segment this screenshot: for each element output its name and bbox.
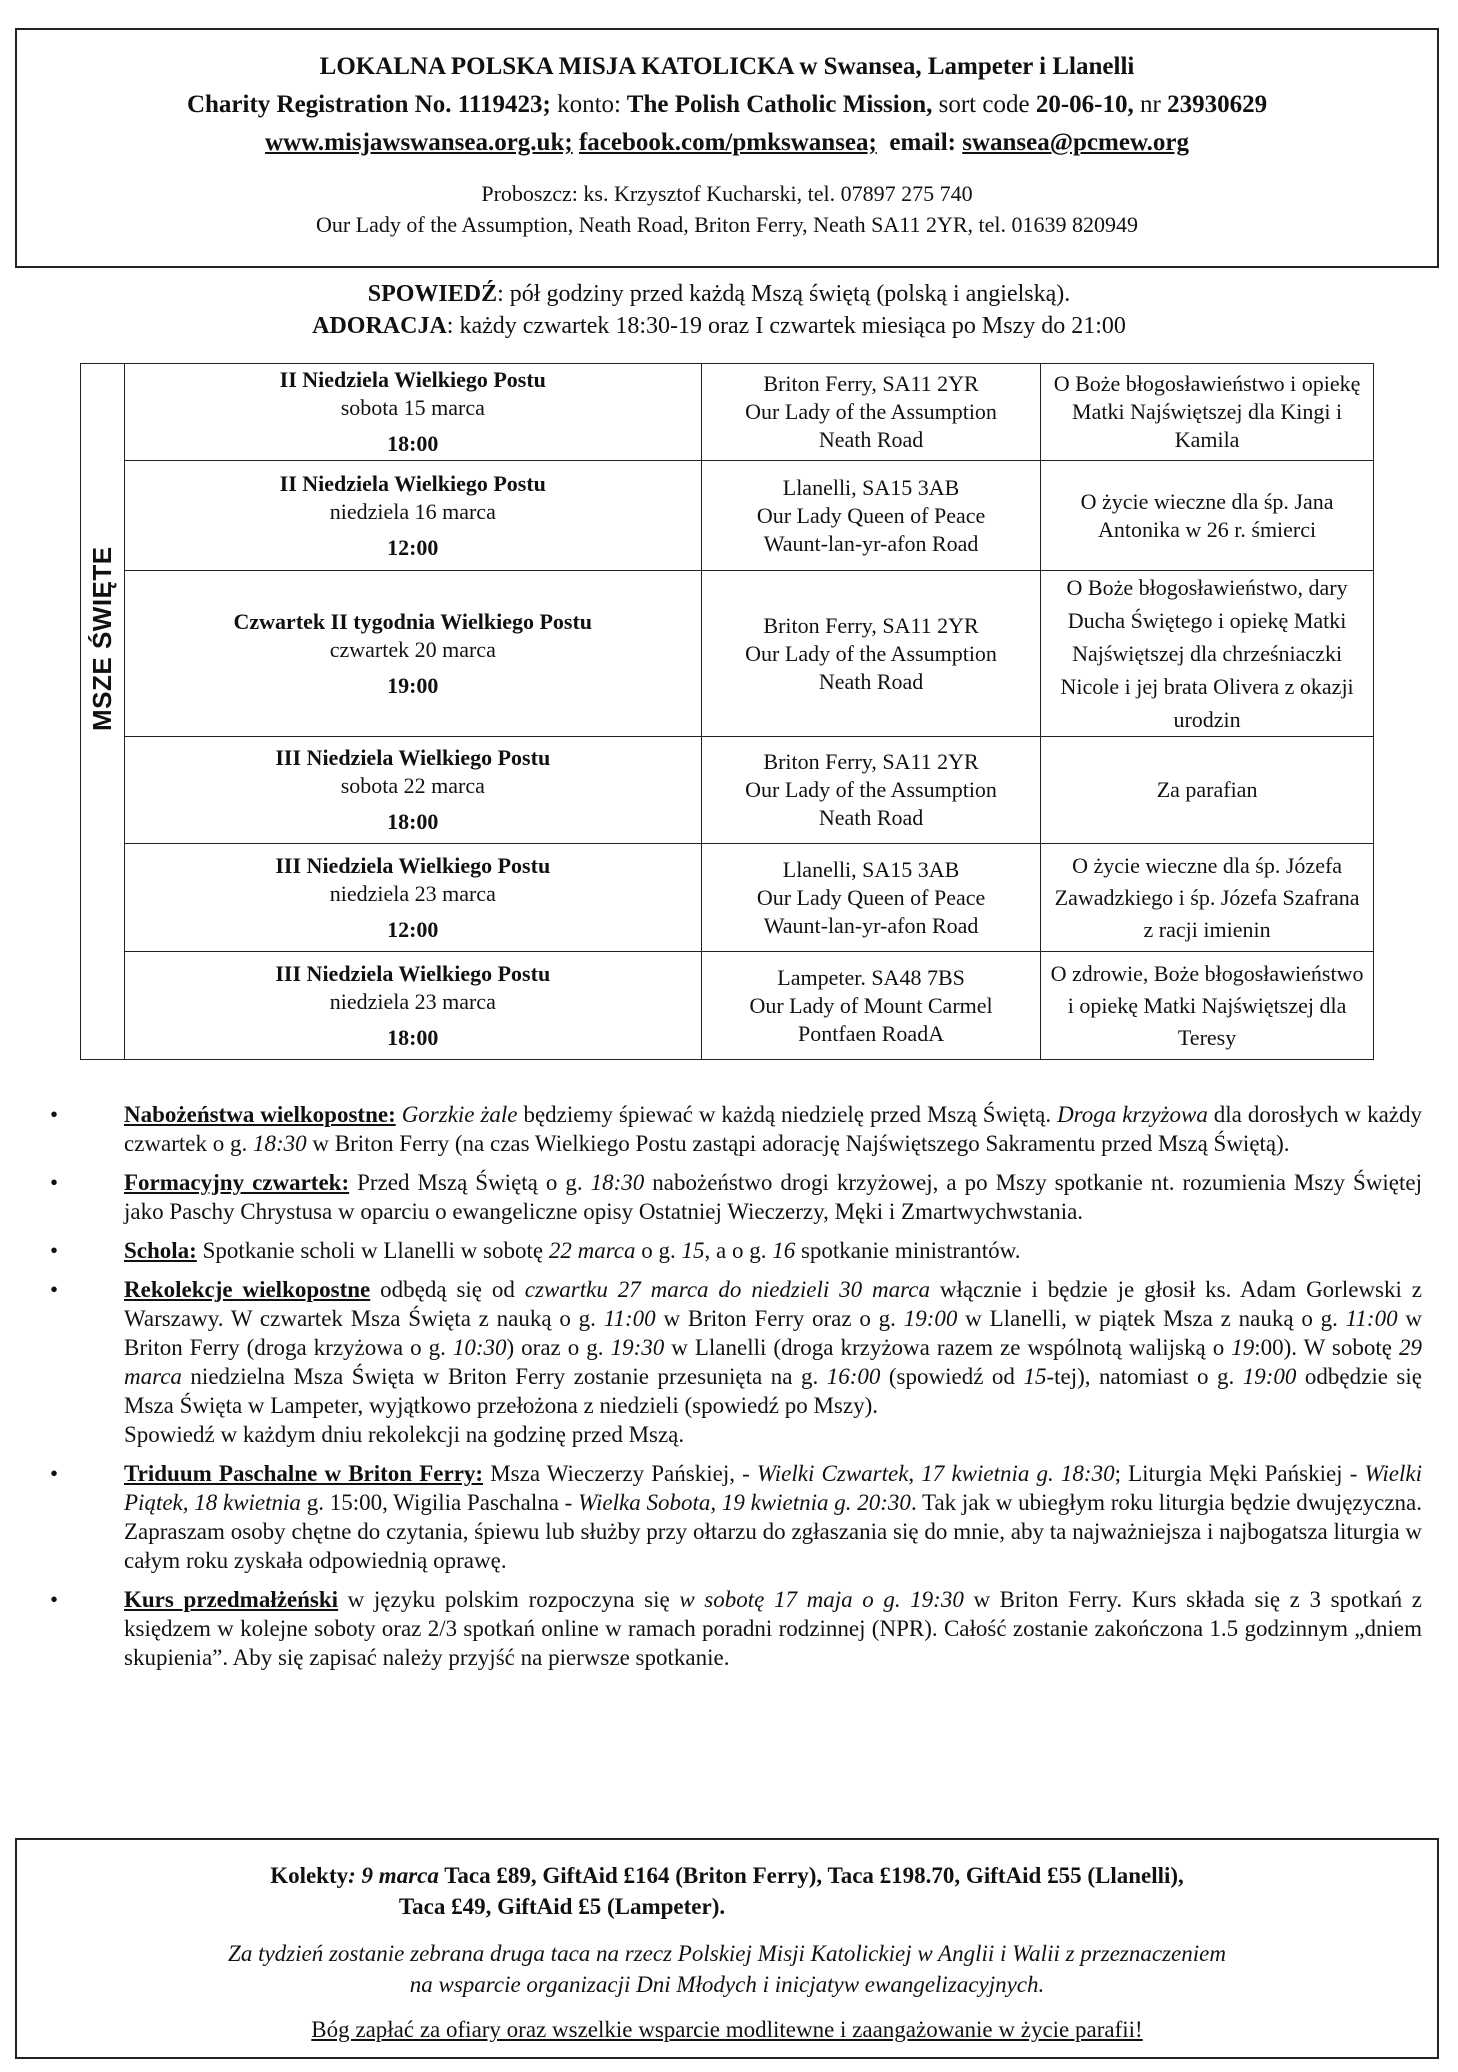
announcement-title: Rekolekcje wielkopostne bbox=[124, 1277, 371, 1302]
charity-label: Charity Registration No. 1119423; bbox=[186, 91, 551, 118]
place-cell bbox=[701, 461, 1040, 571]
mass-date: sobota 22 marca bbox=[340, 773, 485, 798]
text: dla dorosłych w każdy czwartek o g. bbox=[124, 1102, 1422, 1156]
emphasis: 18:30 bbox=[253, 1131, 307, 1156]
adoration-label: ADORACJA bbox=[312, 313, 447, 339]
announcements-list bbox=[50, 1100, 1422, 1682]
emphasis: 16:00 bbox=[826, 1364, 881, 1389]
text: odbędą się od bbox=[370, 1277, 525, 1302]
date-cell bbox=[124, 461, 701, 571]
emphasis: w sobotę 17 maja o g. 19:30 bbox=[679, 1587, 964, 1612]
parish-address: Our Lady of the Assumption, Neath Road, Briton Ferry, Neath SA11 2YR, tel. 01639 820949 bbox=[315, 212, 1139, 237]
list-item bbox=[50, 1459, 1422, 1575]
bullet: • bbox=[50, 1461, 59, 1486]
place-town: Llanelli, SA15 3AB bbox=[782, 474, 960, 500]
emphasis: 15 bbox=[681, 1238, 705, 1263]
feast-name: III Niedziela Wielkiego Postu bbox=[275, 960, 551, 986]
announcement-title: Triduum Paschalne w Briton Ferry: bbox=[124, 1461, 484, 1486]
bullet: • bbox=[50, 1587, 59, 1612]
mass-time: 18:00 bbox=[387, 431, 439, 456]
announcement-title: Nabożeństwa wielkopostne: bbox=[124, 1102, 396, 1127]
emphasis: 19:00 bbox=[1242, 1364, 1297, 1389]
list-item bbox=[50, 1585, 1422, 1672]
emphasis: 15 bbox=[1023, 1364, 1047, 1389]
table-row bbox=[81, 844, 1374, 952]
bullet: • bbox=[50, 1238, 59, 1263]
text: w Llanelli (droga krzyżowa razem ze wspólnotą walijską o bbox=[664, 1335, 1232, 1360]
org-name: LOKALNA POLSKA MISJA KATOLICKA w Swansea, Lampeter i Llanelli bbox=[319, 53, 1135, 80]
text: , a o g. bbox=[704, 1238, 773, 1263]
bullet: • bbox=[50, 1102, 59, 1127]
bullet: • bbox=[50, 1277, 59, 1302]
feast-name: II Niedziela Wielkiego Postu bbox=[279, 367, 546, 392]
announcement-title: Kurs przedmałżeński bbox=[124, 1587, 339, 1612]
second-collection-line2: na wsparcie organizacji Dni Młodych i inicjatyw ewangelizacyjnych. bbox=[409, 1972, 1045, 1997]
date-cell bbox=[124, 737, 701, 844]
intention-cell: Za parafian bbox=[1041, 737, 1374, 844]
mass-schedule-table bbox=[80, 363, 1374, 1060]
emphasis: 29 marca bbox=[124, 1335, 1422, 1389]
place-church: Our Lady of Mount Carmel bbox=[749, 992, 993, 1018]
place-cell bbox=[701, 952, 1040, 1060]
place-street: Waunt-lan-yr-afon Road bbox=[763, 912, 979, 938]
emphasis: czwartku 27 marca do niedzieli 30 marca bbox=[524, 1277, 930, 1302]
date-cell bbox=[124, 952, 701, 1060]
mass-date: niedziela 16 marca bbox=[329, 498, 496, 524]
emphasis: 19:30 bbox=[610, 1335, 665, 1360]
text: w Briton Ferry oraz o g. bbox=[655, 1306, 904, 1331]
text: Msza Wieczerzy Pańskiej, - bbox=[483, 1461, 757, 1486]
email-label: email: bbox=[889, 129, 956, 156]
table-row bbox=[81, 461, 1374, 571]
account-name: The Polish Catholic Mission, bbox=[626, 91, 933, 118]
text: w Briton Ferry (na czas Wielkiego Postu zastąpi adorację Najświętszego Sakramentu przed Mszą Świętą). bbox=[306, 1131, 1290, 1156]
list-item bbox=[50, 1168, 1422, 1226]
collections-label: Kolekty bbox=[270, 1863, 349, 1888]
text: spotkanie ministrantów. bbox=[795, 1238, 1021, 1263]
text: Przed Mszą Świętą o g. bbox=[349, 1170, 591, 1195]
feast-name: III Niedziela Wielkiego Postu bbox=[275, 852, 551, 878]
text: w języku polskim rozpoczyna się bbox=[338, 1587, 680, 1612]
header-box bbox=[15, 28, 1439, 268]
emphasis: 18:30 bbox=[590, 1170, 645, 1195]
list-item bbox=[50, 1236, 1422, 1265]
emphasis: Wielki Piątek, 18 kwietnia bbox=[124, 1461, 1422, 1515]
table-row bbox=[81, 571, 1374, 737]
collections-line2: Taca £49, GiftAid £5 (Lampeter). bbox=[398, 1894, 726, 1919]
announcement-title: Formacyjny czwartek: bbox=[124, 1170, 350, 1195]
place-church: Our Lady Queen of Peace bbox=[756, 884, 986, 910]
text: ; Liturgia Męki Pańskiej - bbox=[1114, 1461, 1365, 1486]
place-church: Our Lady of the Assumption bbox=[745, 399, 997, 424]
feast-name: III Niedziela Wielkiego Postu bbox=[275, 745, 551, 770]
text: Spowiedź w każdym dniu rekolekcji na godzinę przed Mszą. bbox=[124, 1422, 685, 1447]
intention-cell: O zdrowie, Boże błogosławieństwo i opiekę Matki Najświętszej dla Teresy bbox=[1041, 952, 1374, 1060]
website-link[interactable]: www.misjawswansea.org.uk; bbox=[265, 129, 573, 156]
emphasis: 19:00 bbox=[903, 1306, 958, 1331]
place-street: Neath Road bbox=[818, 805, 924, 830]
date-cell bbox=[124, 364, 701, 461]
nr-label: nr bbox=[1139, 91, 1161, 118]
text: będziemy śpiewać w każdą niedzielę przed Mszą Świętą. bbox=[517, 1102, 1058, 1127]
text: ) oraz o g. bbox=[506, 1335, 611, 1360]
sort-code: 20-06-10, bbox=[1035, 91, 1134, 118]
mass-time: 19:00 bbox=[387, 672, 439, 698]
announcement-title: Schola: bbox=[124, 1238, 197, 1263]
intention-cell: O życie wieczne dla śp. Józefa Zawadzkiego i śp. Józefa Szafrana z racji imienin bbox=[1041, 844, 1374, 952]
confession-text: : pół godziny przed każdą Mszą świętą (polską i angielską). bbox=[497, 281, 1071, 307]
confession-label: SPOWIEDŹ bbox=[367, 281, 498, 307]
feast-name: Czwartek II tygodnia Wielkiego Postu bbox=[233, 608, 593, 634]
second-collection-line1: Za tydzień zostanie zebrana druga taca na rzecz Polskiej Misji Katolickiej w Anglii i Walii z przeznaczeniem bbox=[228, 1941, 1226, 1966]
table-row bbox=[81, 952, 1374, 1060]
place-street: Neath Road bbox=[818, 668, 924, 694]
text: w Llanelli, w piątek Msza z nauką o g. bbox=[957, 1306, 1346, 1331]
collections-date: : 9 marca bbox=[348, 1863, 439, 1888]
mass-date: czwartek 20 marca bbox=[329, 636, 496, 662]
list-item bbox=[50, 1275, 1422, 1449]
second-collection bbox=[17, 1938, 1437, 2000]
intention-cell: O życie wieczne dla śp. Jana Antonika w 26 r. śmierci bbox=[1041, 461, 1374, 571]
place-street: Pontfaen RoadA bbox=[798, 1020, 945, 1046]
emphasis: 19 bbox=[1231, 1335, 1255, 1360]
text: -tej), natomiast o g. bbox=[1046, 1364, 1243, 1389]
place-church: Our Lady of the Assumption bbox=[745, 640, 997, 666]
date-cell bbox=[124, 571, 701, 737]
table-row bbox=[81, 737, 1374, 844]
intention-cell: O Boże błogosławieństwo, dary Ducha Świętego i opiekę Matki Najświętszej dla chrześniaczki Nicole i jej brata Olivera z okazji urodzin bbox=[1041, 571, 1374, 737]
place-town: Briton Ferry, SA11 2YR bbox=[763, 749, 979, 774]
thanks-line: Bóg zapłać za ofiary oraz wszelkie wsparcie modlitewne i zaangażowanie w życie parafii! bbox=[311, 2017, 1143, 2042]
account-number: 23930629 bbox=[1167, 91, 1268, 118]
intention-cell: O Boże błogosławieństwo i opiekę Matki Najświętszej dla Kingi i Kamila bbox=[1041, 364, 1374, 461]
list-item bbox=[50, 1100, 1422, 1158]
text: g. 15:00, Wigilia Paschalna - bbox=[300, 1490, 579, 1515]
text: odbędzie się Msza Święta w Lampeter, wyjątkowo przełożona z niedzieli (spowiedź po Mszy). bbox=[124, 1364, 1422, 1418]
emphasis: 22 marca bbox=[548, 1238, 636, 1263]
text: w Briton Ferry. Kurs składa się z 3 spotkań z księdzem w kolejne soboty oraz 2/3 spotkań online w ramach poradni rodzinnej (NPR). Całość zostanie zakończona 1.5 godzinnym „dniem skupienia”. Aby się zapisać należy przyjść na pierwsze spotkanie. bbox=[124, 1587, 1422, 1670]
text: włącznie i będzie je głosił ks. Adam Gorlewski z Warszawy. W czwartek Msza Święta z nauką o g. bbox=[124, 1277, 1422, 1331]
facebook-link[interactable]: facebook.com/pmkswansea; bbox=[578, 129, 877, 156]
place-town: Llanelli, SA15 3AB bbox=[782, 856, 960, 882]
adoration-line bbox=[0, 310, 1458, 342]
emphasis: Gorzkie żale bbox=[401, 1102, 518, 1127]
emphasis: Wielka Sobota, 19 kwietnia g. 20:30 bbox=[578, 1490, 911, 1515]
confession-line bbox=[0, 278, 1458, 310]
mass-time: 18:00 bbox=[387, 809, 439, 834]
collections bbox=[17, 1860, 1437, 1922]
side-label-cell bbox=[81, 364, 125, 1060]
priest-info: Proboszcz: ks. Krzysztof Kucharski, tel. 07897 275 740 bbox=[481, 181, 973, 206]
footer-box bbox=[15, 1838, 1439, 2059]
konto-label: konto: bbox=[557, 91, 621, 118]
text: (spowiedź od bbox=[880, 1364, 1024, 1389]
text: niedzielna Msza Święta w Briton Ferry zostanie przesunięta na g. bbox=[181, 1364, 827, 1389]
emphasis: 11:00 bbox=[603, 1306, 656, 1331]
emphasis: 11:00 bbox=[1345, 1306, 1398, 1331]
place-cell bbox=[701, 571, 1040, 737]
text: o g. bbox=[635, 1238, 682, 1263]
text: nabożeństwo drogi krzyżowej, a po Mszy spotkanie nt. rozumienia Mszy Świętej jako Paschy Chrystusa w oparciu o ewangeliczne opisy Ostatniej Wieczerzy, Męki i Zmartwychwstania. bbox=[124, 1170, 1422, 1224]
text: Spotkanie scholi w Llanelli w sobotę bbox=[196, 1238, 549, 1263]
text: :00). W sobotę bbox=[1254, 1335, 1399, 1360]
text: w Briton Ferry (droga krzyżowa o g. bbox=[124, 1306, 1422, 1360]
mass-time: 12:00 bbox=[387, 534, 439, 560]
bullet: • bbox=[50, 1170, 59, 1195]
mass-date: niedziela 23 marca bbox=[329, 880, 496, 906]
text: . Tak jak w ubiegłym roku liturgia będzie dwujęzyczna. Zapraszam osoby chętne do czytania, śpiewu lub służby przy ołtarzu do zgłaszania się do mnie, aby ta najważniejsza i najbogatsza liturgia w całym roku zyskała odpowiednią oprawę. bbox=[124, 1490, 1422, 1573]
place-street: Waunt-lan-yr-afon Road bbox=[763, 530, 979, 556]
emphasis: Droga krzyżowa bbox=[1057, 1102, 1208, 1127]
place-town: Briton Ferry, SA11 2YR bbox=[763, 612, 979, 638]
place-town: Briton Ferry, SA11 2YR bbox=[763, 371, 979, 396]
table-row bbox=[81, 364, 1374, 461]
mass-date: niedziela 23 marca bbox=[329, 988, 496, 1014]
feast-name: II Niedziela Wielkiego Postu bbox=[279, 470, 546, 496]
emphasis: Wielki Czwartek, 17 kwietnia g. 18:30 bbox=[756, 1461, 1115, 1486]
place-church: Our Lady Queen of Peace bbox=[756, 502, 986, 528]
side-label: MSZE ŚWIĘTE bbox=[87, 545, 118, 731]
collections-line1: Taca £89, GiftAid £164 (Briton Ferry), Taca £198.70, GiftAid £55 (Llanelli), bbox=[438, 1863, 1184, 1888]
sort-code-label: sort code bbox=[938, 91, 1030, 118]
place-cell bbox=[701, 364, 1040, 461]
place-cell bbox=[701, 737, 1040, 844]
mass-time: 12:00 bbox=[387, 916, 439, 942]
adoration-text: : każdy czwartek 18:30-19 oraz I czwartek miesiąca po Mszy do 21:00 bbox=[446, 313, 1126, 339]
email-link[interactable]: swansea@pcmew.org bbox=[962, 129, 1189, 156]
emphasis: 10:30 bbox=[452, 1335, 507, 1360]
contact-links bbox=[17, 124, 1437, 162]
bank-details bbox=[17, 86, 1437, 124]
date-cell bbox=[124, 844, 701, 952]
emphasis: 16 bbox=[772, 1238, 796, 1263]
place-church: Our Lady of the Assumption bbox=[745, 777, 997, 802]
place-street: Neath Road bbox=[818, 427, 924, 452]
place-town: Lampeter. SA48 7BS bbox=[777, 964, 965, 990]
intro bbox=[0, 278, 1458, 342]
place-cell bbox=[701, 844, 1040, 952]
mass-time: 18:00 bbox=[387, 1024, 439, 1050]
mass-date: sobota 15 marca bbox=[340, 395, 485, 420]
